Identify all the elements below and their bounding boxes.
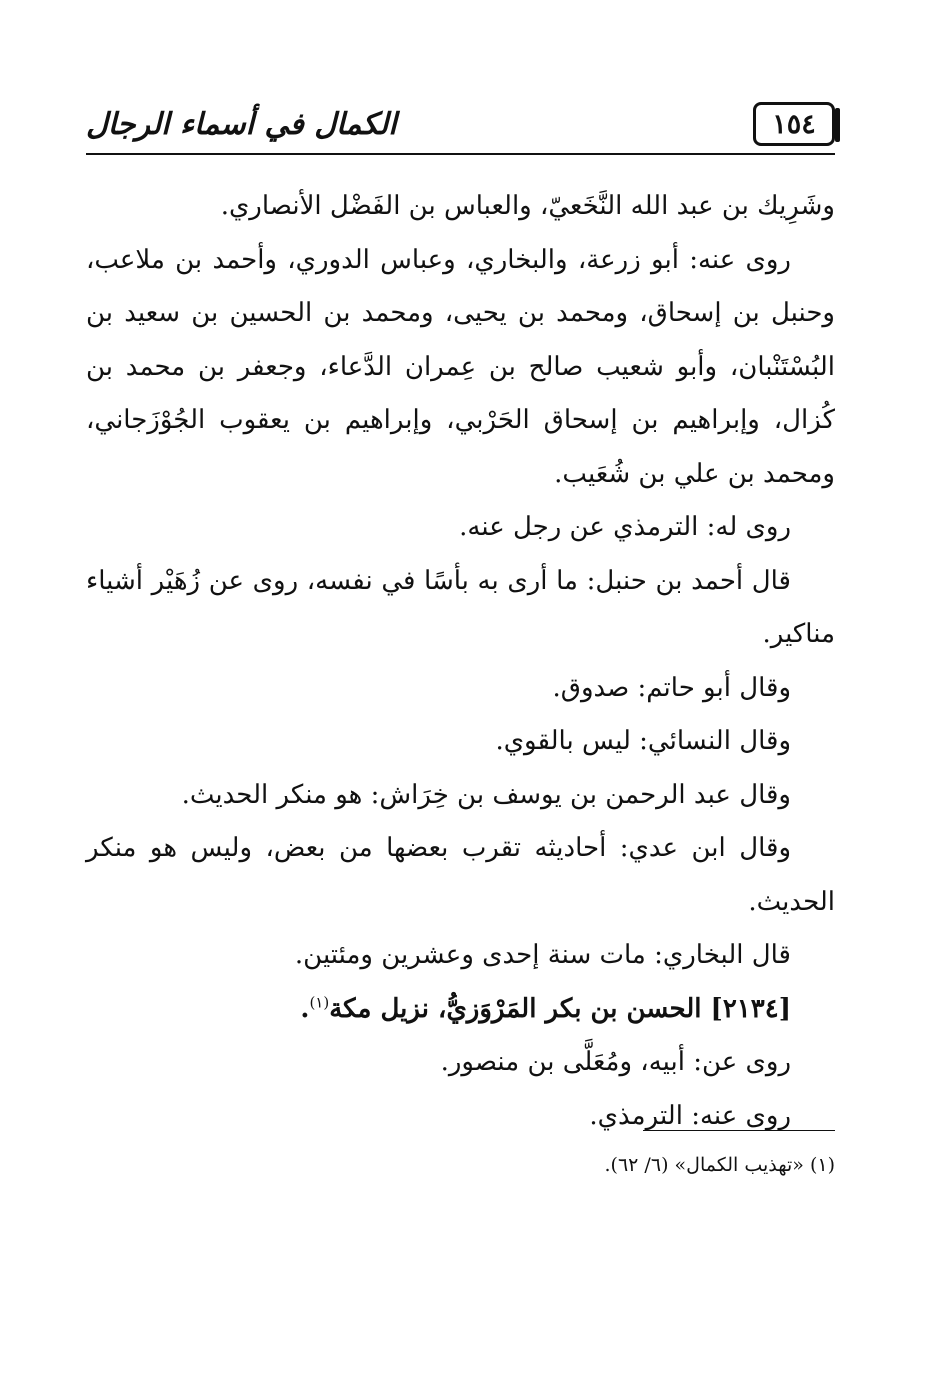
main-text [86,180,835,1143]
paragraph: روى عنه: أبو زرعة، والبخاري، وعباس الدوري، وأحمد بن ملاعب، وحنبل بن إسحاق، ومحمد بن يحيى، ومحمد بن الحسين بن سعيد بن البُسْتَنْبان، وأبو شعيب صالح بن عِمران الدَّعاء، وجعفر بن محمد بن كُزال، وإبراهيم بن إسحاق الحَرْبي، وإبراهيم بن يعقوب الجُوْزَجاني، ومحمد بن علي بن شُعَيب. [86,244,835,489]
entry-heading-text: [٢١٣٤] الحسن بن بكر المَرْوَزيُّ، نزيل مكة [329,993,791,1024]
entry-heading-end: . [300,993,310,1024]
footnote-marker: (١) [309,992,330,1011]
paragraph: وقال ابن عدي: أحاديثه تقرب بعضها من بعض، وليس هو منكر الحديث. [86,833,835,917]
page-number: ١٥٤ [753,102,835,146]
running-title-calligraphy: الكمال في أسماء الرجال [86,106,397,142]
header-divider [86,153,835,155]
footnote: (١) «تهذيب الكمال» (٦/ ٦٢). [604,1154,835,1176]
paragraph: قال أحمد بن حنبل: ما أرى به بأسًا في نفسه، روى عن زُهَيْر أشياء مناكير. [86,565,835,649]
footnote-divider [643,1130,835,1131]
paragraph: وشَرِيك بن عبد الله النَّخَعيّ، والعباس بن الفَضْل الأنصاري. [220,191,835,221]
entry-heading [86,983,835,1037]
paragraph: روى عن: أبيه، ومُعَلَّى بن منصور. [440,1047,791,1077]
page-header [86,92,835,156]
paragraph: قال البخاري: مات سنة إحدى وعشرين ومئتين. [294,940,791,970]
paragraph: روى له: الترمذي عن رجل عنه. [459,512,791,542]
paragraph: وقال النسائي: ليس بالقوي. [495,726,791,756]
paragraph: وقال عبد الرحمن بن يوسف بن خِرَاش: هو منكر الحديث. [181,779,791,810]
paragraph: وقال أبو حاتم: صدوق. [552,672,791,703]
paragraph: روى عنه: الترمذي. [589,1100,791,1131]
